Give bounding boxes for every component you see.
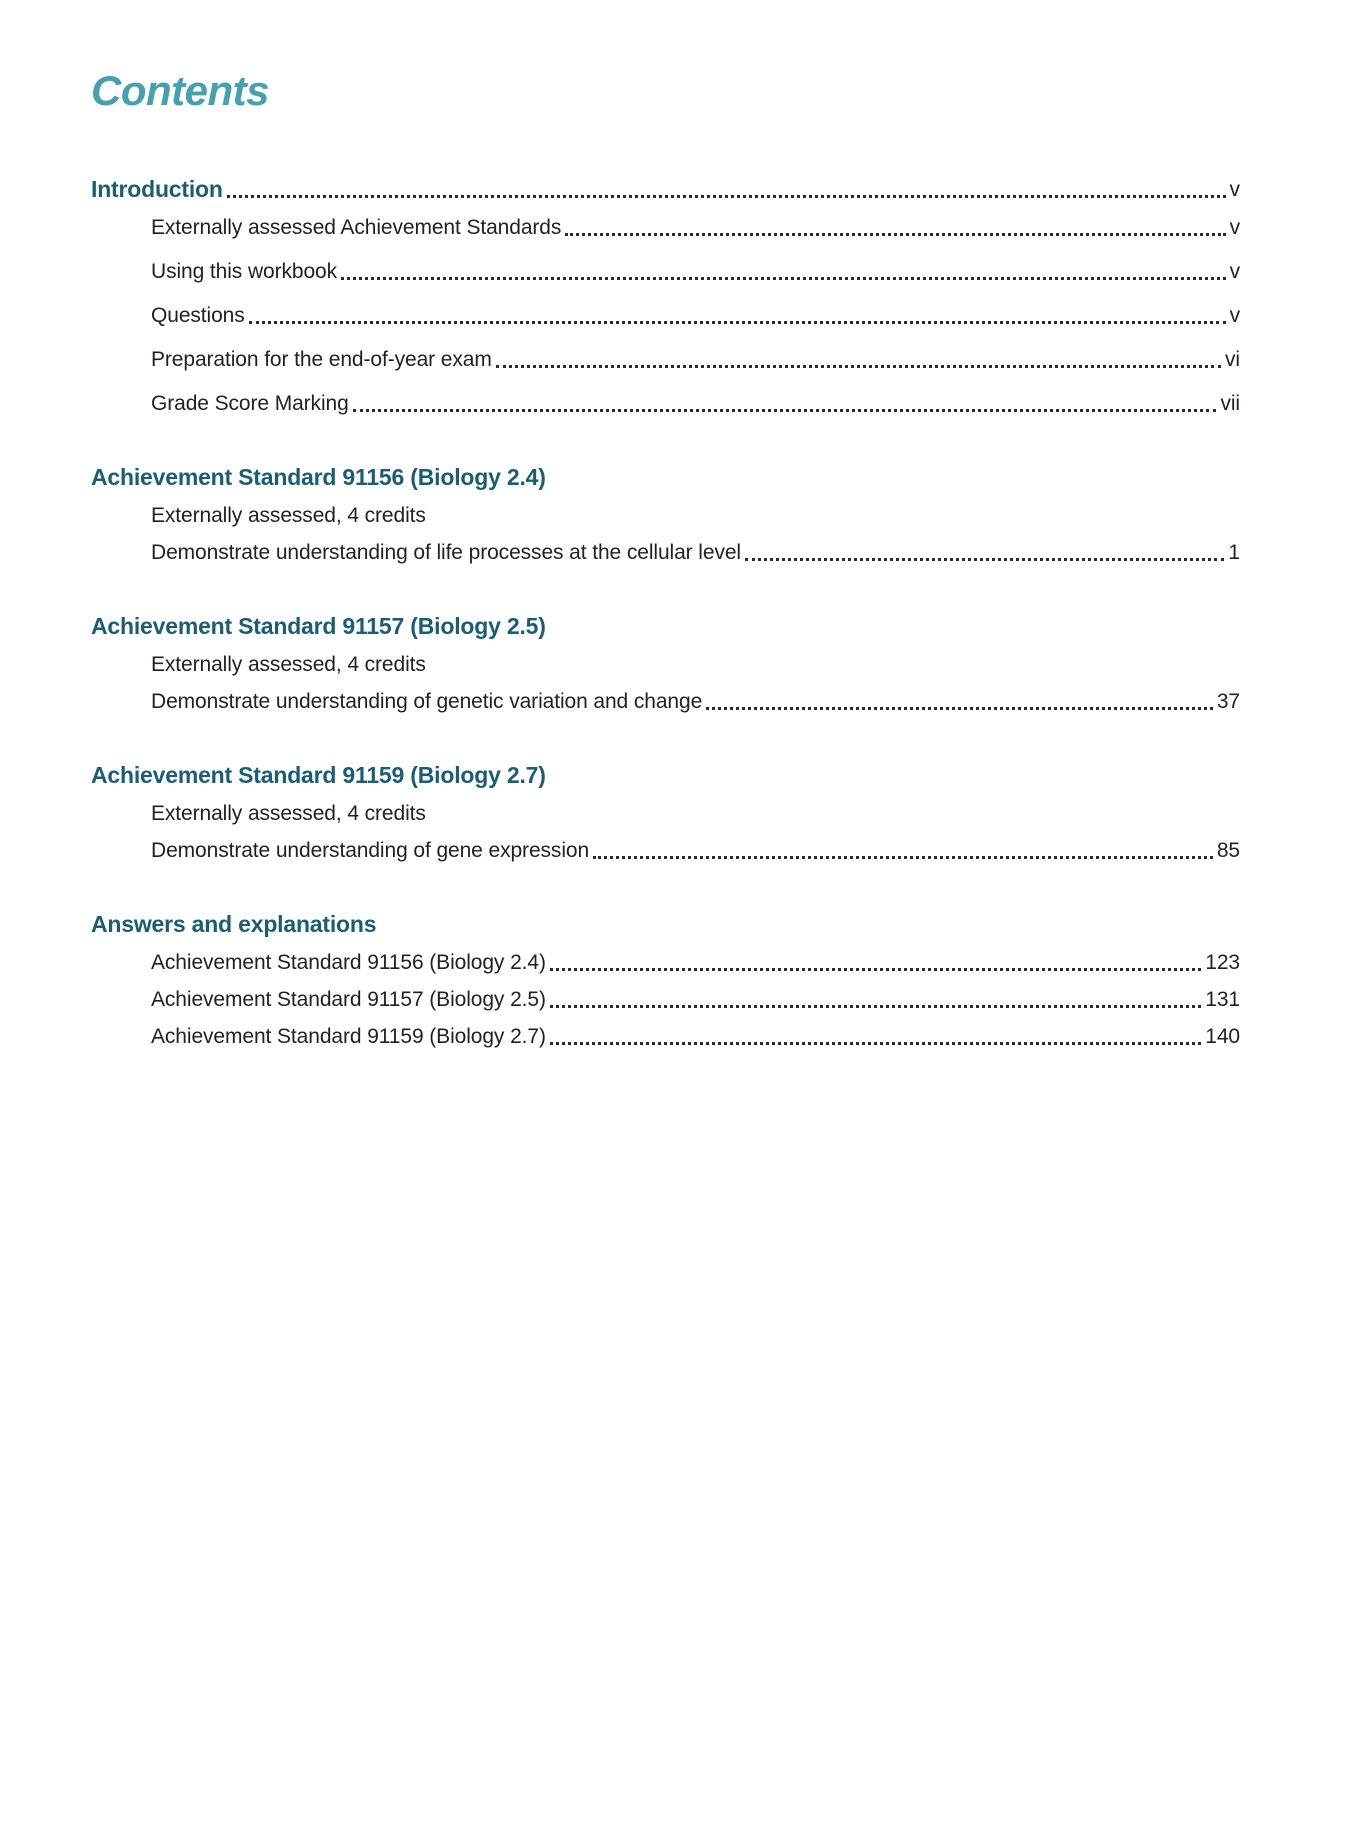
dot-leader — [565, 233, 1225, 236]
toc-entry-label: Demonstrate understanding of genetic variation and change — [151, 690, 703, 713]
toc-entry — [91, 502, 1240, 530]
toc-entry-label: Externally assessed Achievement Standards — [151, 216, 562, 239]
toc-entry-page: 131 — [1205, 988, 1240, 1011]
toc-entry-label: Demonstrate understanding of gene expression — [151, 839, 590, 862]
toc-entry-label: Externally assessed, 4 credits — [151, 653, 426, 676]
toc-entry-page: vii — [1220, 392, 1240, 415]
toc-entry — [91, 688, 1240, 716]
dot-leader — [745, 558, 1224, 561]
toc-entry — [91, 837, 1240, 865]
toc-section-answers — [91, 909, 1240, 1051]
toc-heading-row — [91, 760, 1240, 790]
section-heading: Introduction — [91, 176, 223, 202]
toc-heading-row — [91, 174, 1240, 204]
toc-entry-page: 85 — [1216, 839, 1240, 862]
toc-entry-page: vi — [1225, 348, 1240, 371]
toc-entry-label: Questions — [151, 304, 245, 327]
toc-heading-row — [91, 611, 1240, 641]
page-title: Contents — [91, 67, 269, 114]
toc-entry-page: 1 — [1228, 541, 1240, 564]
toc-entry-label: Demonstrate understanding of life processes at the cellular level — [151, 541, 741, 564]
toc-entry-page: 37 — [1216, 690, 1240, 713]
toc-entry — [91, 302, 1240, 330]
toc-entry — [91, 258, 1240, 286]
section-heading: Achievement Standard 91157 (Biology 2.5) — [91, 613, 546, 639]
toc-entry-label: Achievement Standard 91156 (Biology 2.4) — [151, 951, 546, 974]
toc-entry — [91, 346, 1240, 374]
toc-entry-page: v — [1229, 304, 1240, 327]
section-heading: Achievement Standard 91159 (Biology 2.7) — [91, 762, 546, 788]
dot-leader — [496, 365, 1221, 368]
section-heading: Answers and explanations — [91, 911, 377, 937]
toc-entry — [91, 539, 1240, 567]
toc-entry — [91, 800, 1240, 828]
toc-entry-label: Using this workbook — [151, 260, 338, 283]
toc-entry-label: Externally assessed, 4 credits — [151, 802, 426, 825]
toc-entry — [91, 651, 1240, 679]
toc-entry — [91, 949, 1240, 977]
toc-entry — [91, 986, 1240, 1014]
toc-entry-label: Externally assessed, 4 credits — [151, 504, 426, 527]
toc-section-as91156 — [91, 462, 1240, 567]
toc-entry-page: 123 — [1205, 951, 1240, 974]
dot-leader — [706, 707, 1213, 710]
toc-entry-label: Grade Score Marking — [151, 392, 349, 415]
toc-entry — [91, 1023, 1240, 1051]
toc-entry-page: v — [1229, 260, 1240, 283]
dot-leader — [593, 856, 1213, 859]
toc-entry-page: v — [1229, 216, 1240, 239]
section-heading: Achievement Standard 91156 (Biology 2.4) — [91, 464, 546, 490]
toc-entry-label: Achievement Standard 91157 (Biology 2.5) — [151, 988, 546, 1011]
toc-entry-page: v — [1229, 178, 1240, 201]
toc-entry — [91, 214, 1240, 242]
toc-heading-row — [91, 909, 1240, 939]
dot-leader — [550, 1042, 1201, 1045]
dot-leader — [353, 409, 1217, 412]
toc-entry-label: Achievement Standard 91159 (Biology 2.7) — [151, 1025, 546, 1048]
dot-leader — [341, 277, 1226, 280]
dot-leader — [550, 968, 1201, 971]
dot-leader — [227, 195, 1226, 198]
toc-section-as91157 — [91, 611, 1240, 716]
toc-heading-row — [91, 462, 1240, 492]
toc-section-as91159 — [91, 760, 1240, 865]
toc-section-introduction — [91, 174, 1240, 418]
dot-leader — [249, 321, 1226, 324]
toc-entry-page: 140 — [1205, 1025, 1240, 1048]
toc-entry-label: Preparation for the end-of-year exam — [151, 348, 492, 371]
toc-entry — [91, 390, 1240, 418]
dot-leader — [550, 1005, 1201, 1008]
